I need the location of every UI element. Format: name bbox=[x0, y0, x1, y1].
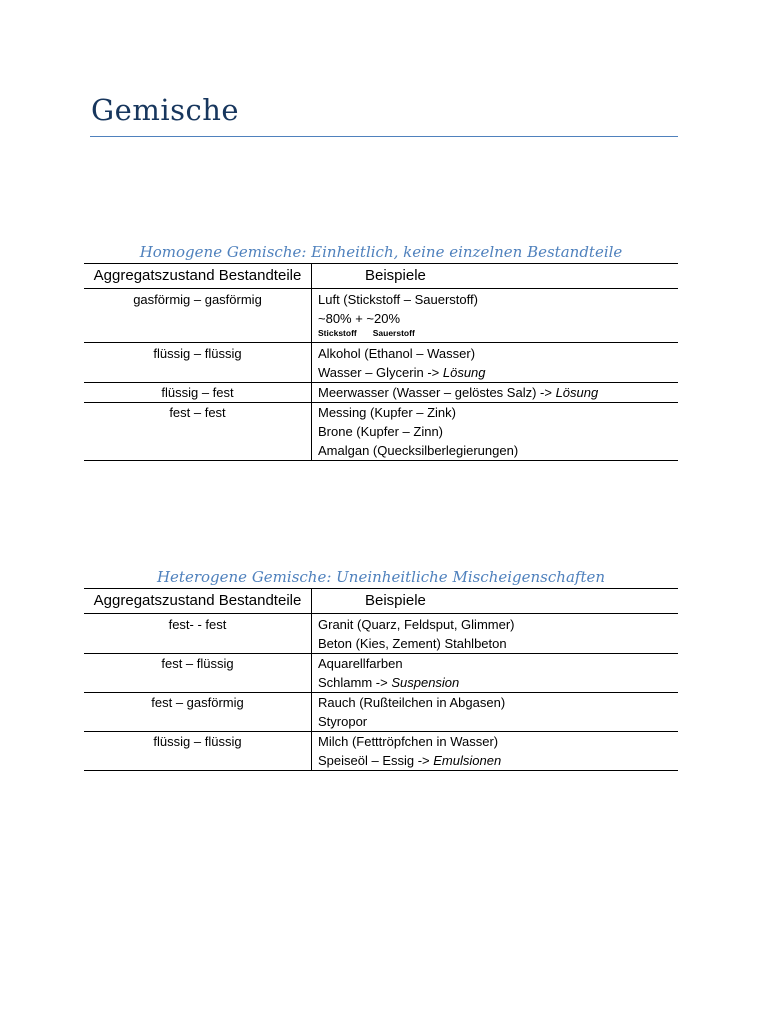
title-underline bbox=[90, 136, 678, 137]
state-cell: gasförmig – gasförmig bbox=[84, 289, 312, 343]
state-cell: flüssig – flüssig bbox=[84, 343, 312, 383]
example-line: Rauch (Rußteilchen in Abgasen) bbox=[318, 695, 506, 710]
header-examples: Beispiele bbox=[312, 264, 679, 289]
examples-cell bbox=[312, 289, 679, 343]
header-state-line2: Bestandteile bbox=[218, 267, 302, 284]
label-stickstoff: Stickstoff bbox=[318, 328, 357, 338]
homogeneous-table-caption: Homogene Gemische: Einheitlich, keine einzelnen Bestandteile bbox=[139, 243, 623, 261]
example-type: Lösung bbox=[442, 365, 486, 380]
examples-cell bbox=[312, 614, 679, 654]
header-state bbox=[84, 264, 312, 289]
label-sauerstoff: Sauerstoff bbox=[372, 328, 415, 338]
example-line: Alkohol (Ethanol – Wasser) bbox=[318, 346, 476, 361]
example-line: Luft (Stickstoff – Sauerstoff) bbox=[318, 292, 478, 307]
table-row bbox=[84, 343, 678, 383]
example-line: ~80% + ~20% bbox=[318, 311, 401, 326]
example-text: Speiseöl – Essig -> bbox=[318, 753, 434, 768]
example-line bbox=[318, 363, 678, 382]
table-row bbox=[84, 693, 678, 732]
heterogeneous-mixtures-table bbox=[84, 588, 678, 771]
example-type: Lösung bbox=[555, 385, 599, 400]
examples-cell bbox=[312, 654, 679, 693]
homogeneous-mixtures-table bbox=[84, 263, 678, 461]
table-row bbox=[84, 383, 678, 403]
example-line: Aquarellfarben bbox=[318, 656, 403, 671]
example-line: Granit (Quarz, Feldsput, Glimmer) bbox=[318, 617, 515, 632]
example-type: Suspension bbox=[391, 675, 460, 690]
state-cell: fest- - fest bbox=[84, 614, 312, 654]
state-cell: flüssig – fest bbox=[84, 383, 312, 403]
table-row bbox=[84, 732, 678, 771]
examples-cell bbox=[312, 693, 679, 732]
header-state-line2: Bestandteile bbox=[218, 592, 302, 609]
example-line: Milch (Fetttröpfchen in Wasser) bbox=[318, 734, 499, 749]
state-cell: flüssig – flüssig bbox=[84, 732, 312, 771]
examples-cell bbox=[312, 403, 679, 461]
example-line: Brone (Kupfer – Zinn) bbox=[318, 424, 444, 439]
header-state bbox=[84, 589, 312, 614]
example-line bbox=[318, 673, 678, 692]
example-type: Emulsionen bbox=[433, 753, 502, 768]
example-line bbox=[318, 383, 678, 402]
examples-cell bbox=[312, 732, 679, 771]
header-state-line1: Aggregatszustand bbox=[93, 267, 215, 284]
example-text: Meerwasser (Wasser – gelöstes Salz) -> bbox=[318, 385, 556, 400]
example-line: Styropor bbox=[318, 714, 368, 729]
page-title: Gemische bbox=[91, 93, 240, 127]
table-row bbox=[84, 614, 678, 654]
example-line: Amalgan (Quecksilberlegierungen) bbox=[318, 443, 519, 458]
example-line bbox=[318, 751, 678, 770]
example-text: Wasser – Glycerin -> bbox=[318, 365, 443, 380]
table-row bbox=[84, 289, 678, 343]
heterogeneous-table-caption: Heterogene Gemische: Uneinheitliche Mischeigenschaften bbox=[156, 568, 606, 586]
state-cell: fest – flüssig bbox=[84, 654, 312, 693]
example-text: Schlamm -> bbox=[318, 675, 392, 690]
table-row bbox=[84, 403, 678, 461]
example-line: Messing (Kupfer – Zink) bbox=[318, 405, 456, 420]
examples-cell bbox=[312, 343, 679, 383]
header-state-line1: Aggregatszustand bbox=[93, 592, 215, 609]
state-cell: fest – fest bbox=[84, 403, 312, 461]
example-line: Beton (Kies, Zement) Stahlbeton bbox=[318, 636, 507, 651]
state-cell: fest – gasförmig bbox=[84, 693, 312, 732]
examples-cell bbox=[312, 383, 679, 403]
table-row bbox=[84, 654, 678, 693]
header-examples: Beispiele bbox=[312, 589, 679, 614]
composition-labels bbox=[318, 328, 678, 342]
